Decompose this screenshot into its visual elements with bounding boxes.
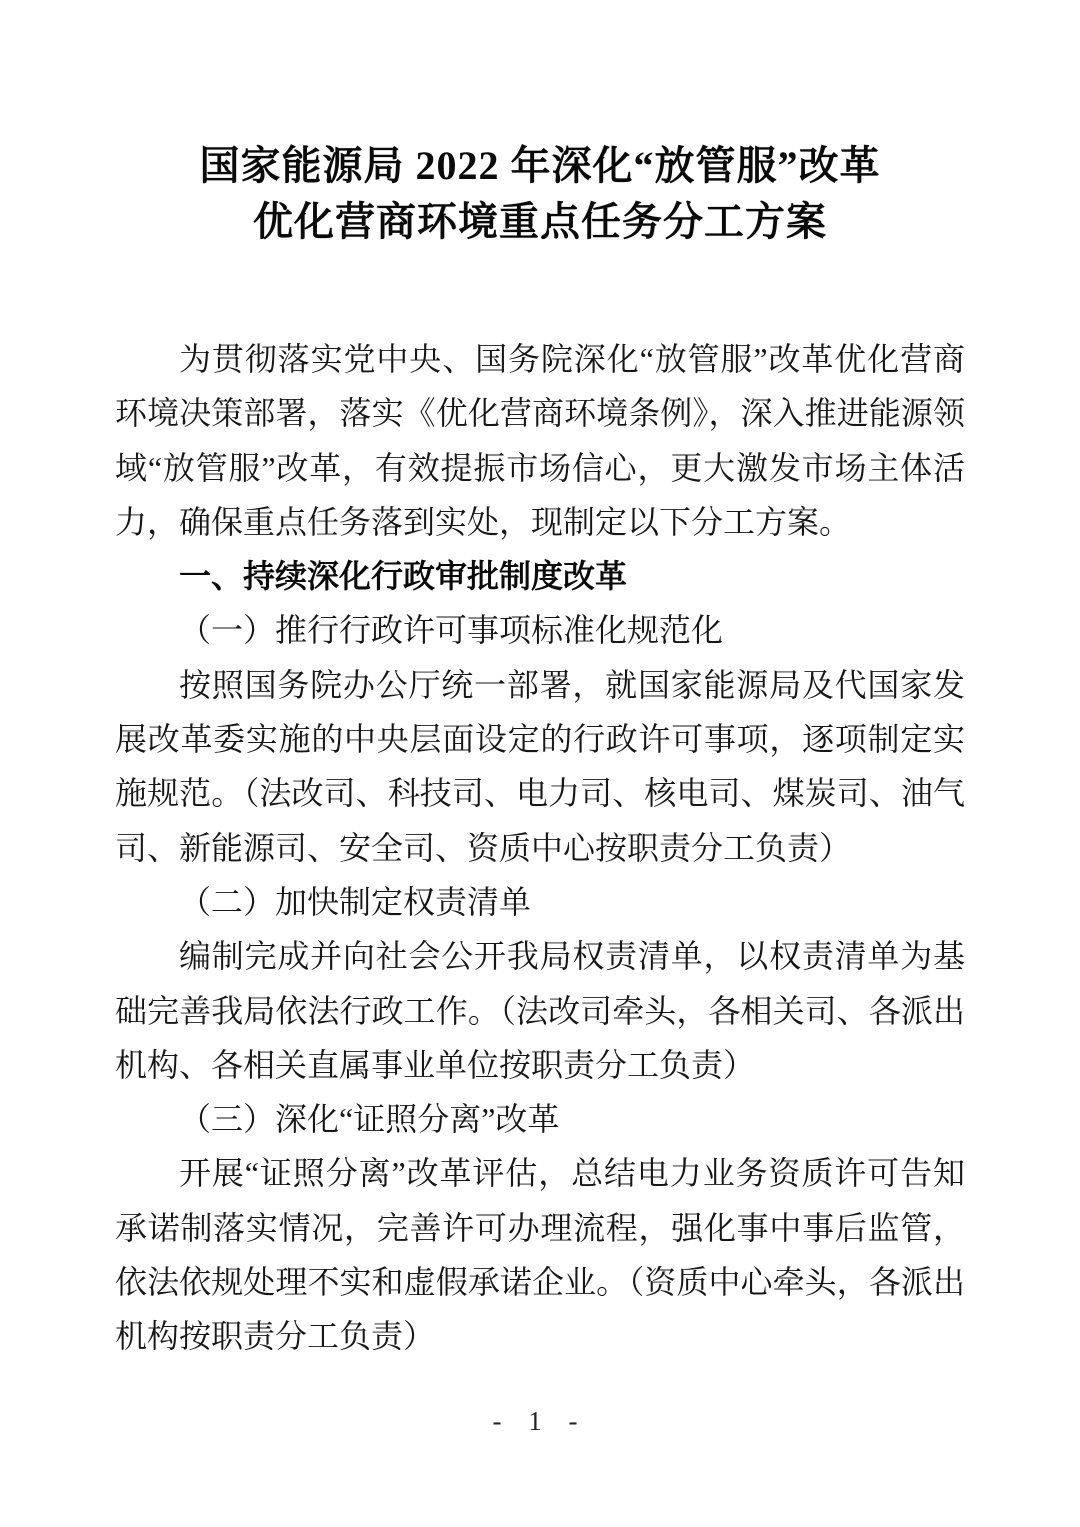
section-1-annotation: （法改司、科技司、电力司、核电司、煤炭司、油气司、新能源司、安全司、资质中心按职责分工负责） (115, 775, 965, 866)
section-2-annotation: （法改司牵头，各相关司、各派出机构、各相关直属事业单位按职责分工负责） (115, 992, 965, 1083)
page-number: - 1 - (492, 1406, 588, 1436)
document-title (0, 138, 1080, 250)
intro-paragraph: 为贯彻落实党中央、国务院深化“放管服”改革优化营商环境决策部署，落实《优化营商环境条例》，深入推进能源领域“放管服”改革，有效提振市场信心，更大激发市场主体活力，确保重点任务落到实处，现制定以下分工方案。 (115, 341, 965, 540)
section-2-title: 加快制定权责清单 (275, 883, 532, 920)
section-1-heading (115, 603, 965, 657)
section-1-title: 推行行政许可事项标准化规范化 (275, 612, 724, 649)
section-1-paragraph (115, 658, 965, 875)
section-2-heading (115, 875, 965, 929)
section-3-body: 开展“证照分离”改革评估，总结电力业务资质许可告知承诺制落实情况，完善许可办理流程，强化事中事后监管，依法依规处理不实和虚假承诺企业。 (115, 1155, 965, 1301)
section-3-heading (115, 1092, 965, 1146)
document-title-line1: 国家能源局 2022 年深化“放管服”改革 (199, 143, 881, 188)
document-body (115, 332, 965, 1364)
section-3-paragraph (115, 1146, 965, 1363)
section-3-title: 深化“证照分离”改革 (275, 1101, 560, 1138)
section-2-body: 编制完成并向社会公开我局权责清单，以权责清单为基础完善我局依法行政工作。 (115, 938, 965, 1029)
section-2-number: （二） (179, 883, 276, 920)
document-title-line2: 优化营商环境重点任务分工方案 (253, 199, 827, 244)
section-3-annotation: （资质中心牵头，各派出机构按职责分工负责） (115, 1264, 965, 1355)
section-2-paragraph (115, 929, 965, 1092)
section-1-number: （一） (179, 612, 276, 649)
section-1-body: 按照国务院办公厅统一部署，就国家能源局及代国家发展改革委实施的中央层面设定的行政许可事项，逐项制定实施规范。 (115, 666, 965, 812)
chapter-1-heading: 一、持续深化行政审批制度改革 (179, 558, 628, 595)
section-3-number: （三） (179, 1101, 276, 1138)
